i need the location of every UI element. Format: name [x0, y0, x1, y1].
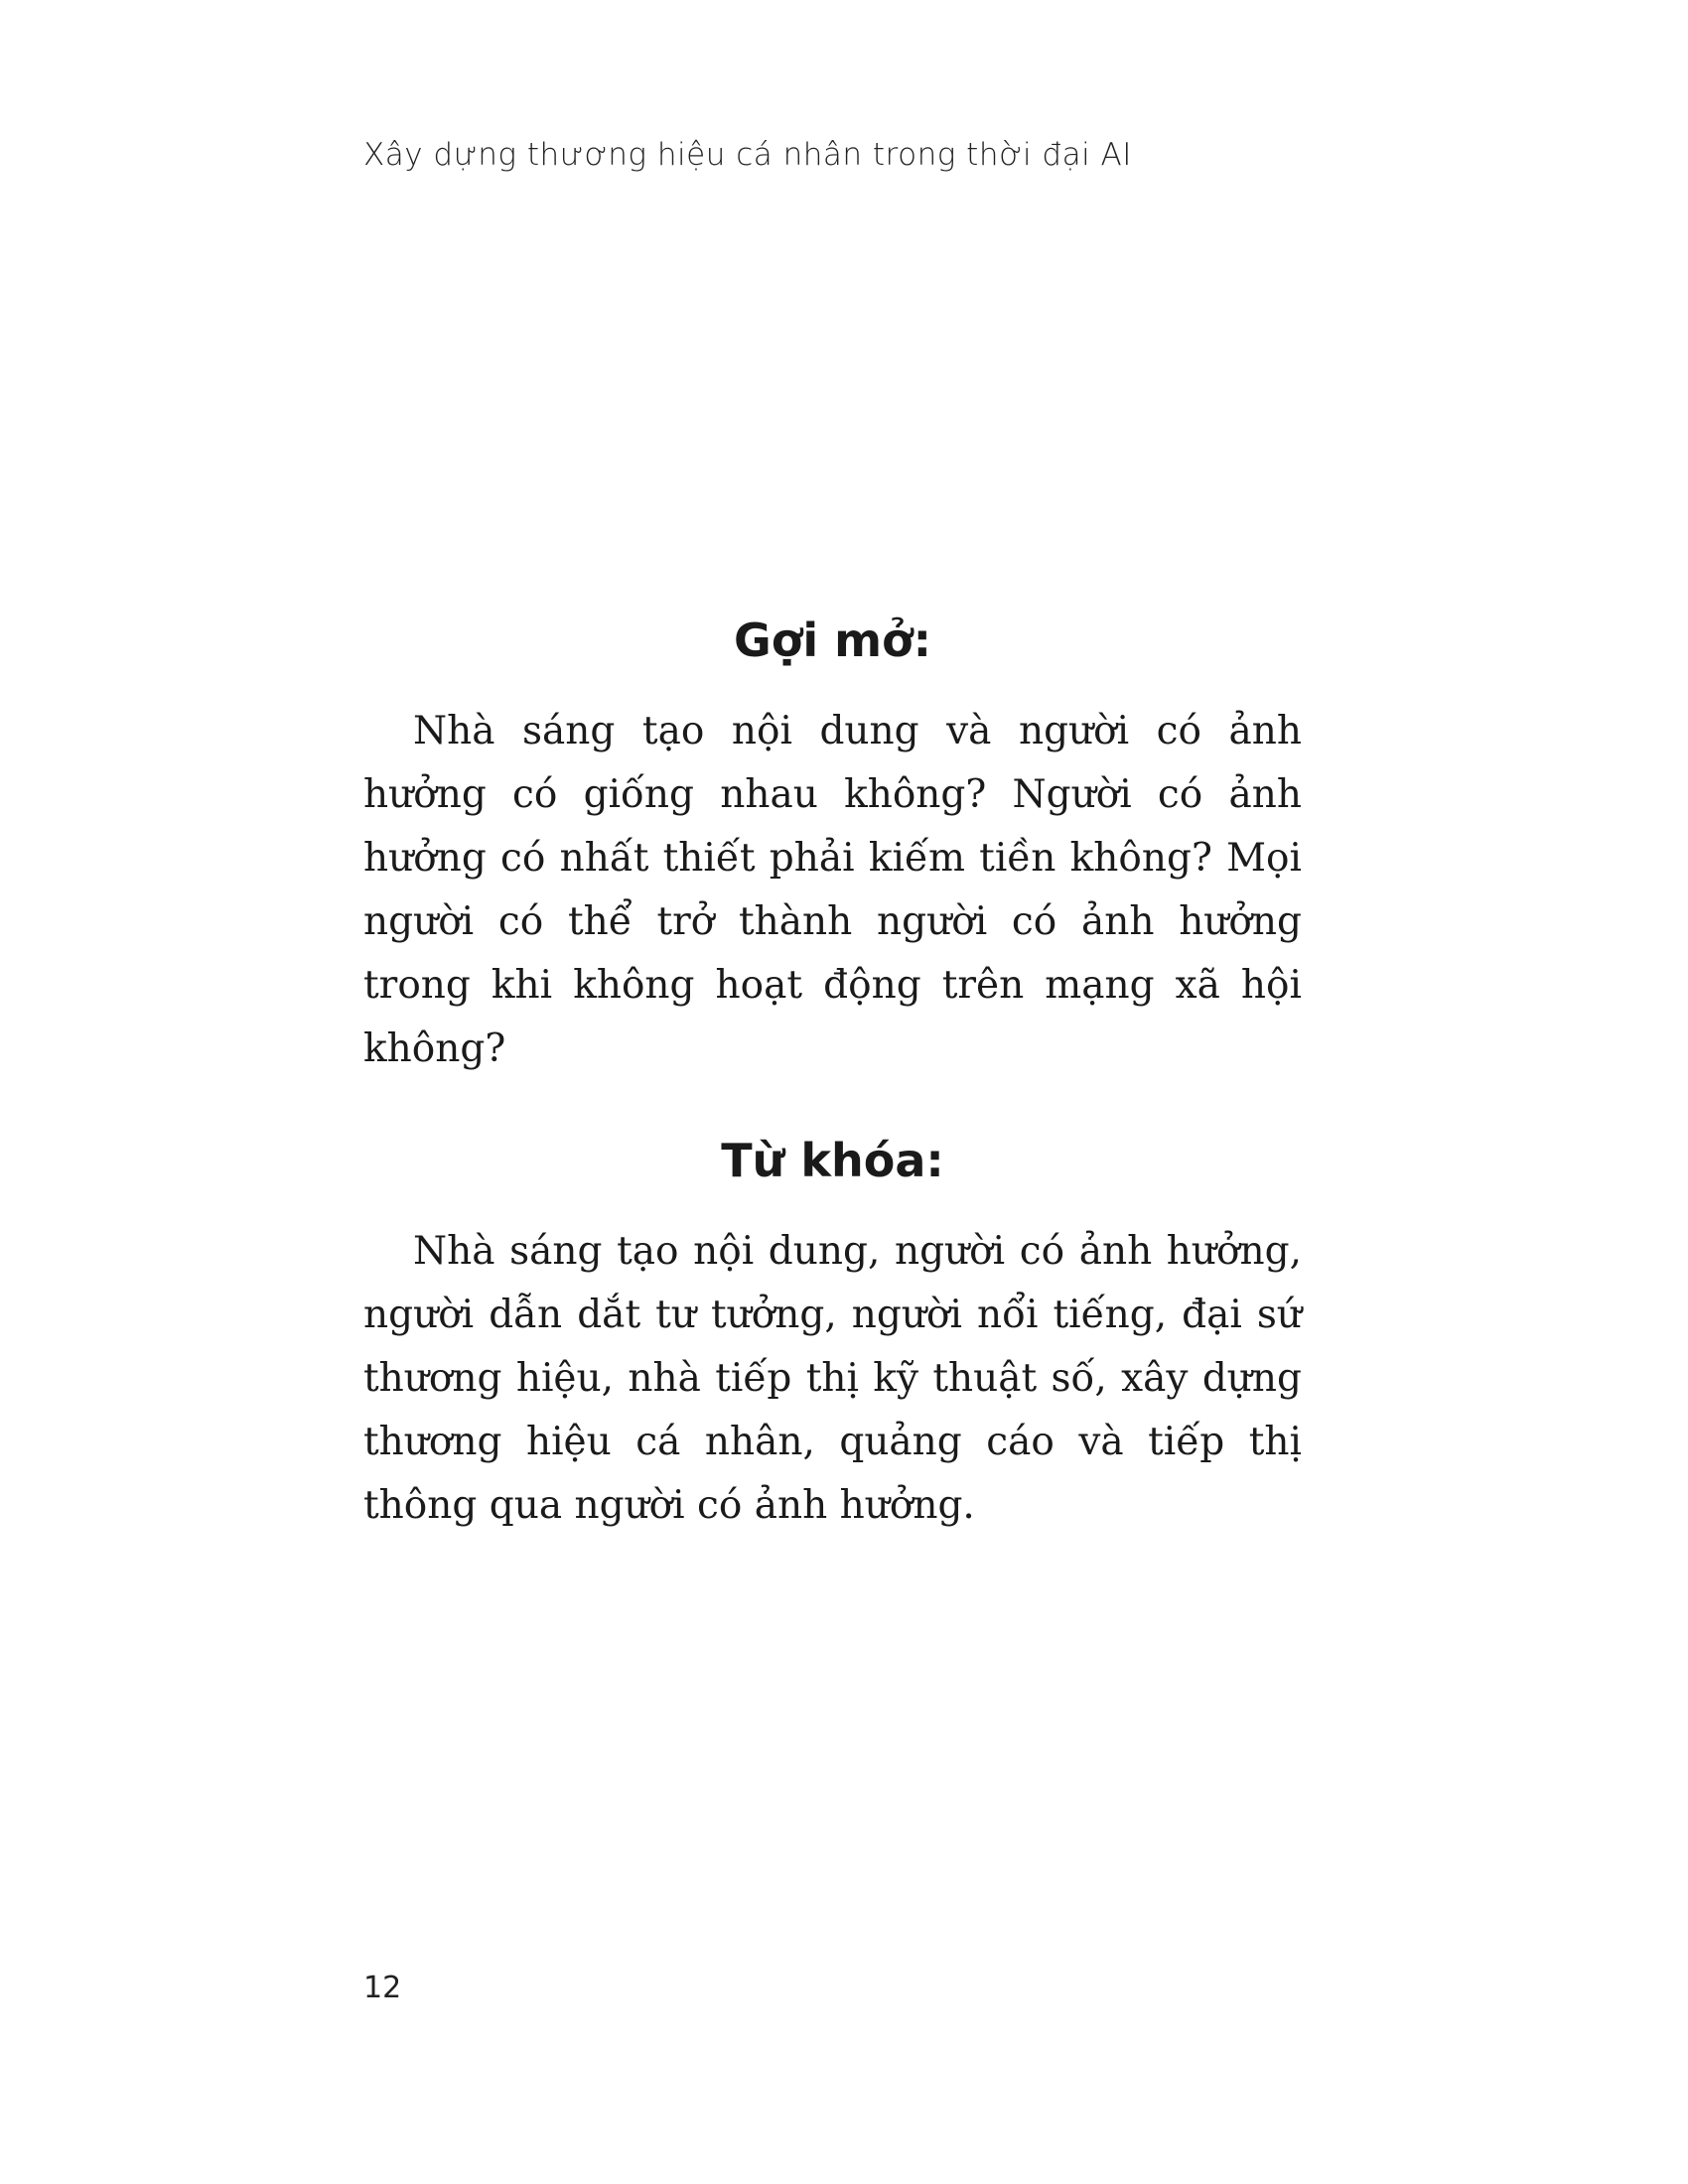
- section-heading-tu-khoa: Từ khóa:: [721, 1134, 944, 1187]
- section-body-tu-khoa: Nhà sáng tạo nội dung, người có ảnh hưởng, người dẫn dắt tư tưởng, người nổi tiếng, đại sứ thương hiệu, nhà tiếp thị kỹ thuật số, xây dựng thương hiệu cá nhân, quảng cáo và tiếp thị thông qua người có ảnh hưởng.: [363, 1229, 1302, 1528]
- section-body-goi-mo: Nhà sáng tạo nội dung và người có ảnh hưởng có giống nhau không? Người có ảnh hưởng có nhất thiết phải kiếm tiền không? Mọi người có thể trở thành người có ảnh hưởng trong khi không hoạt động trên mạng xã hội không?: [363, 709, 1302, 1071]
- page-content: [363, 596, 1302, 1572]
- running-header: Xây dựng thương hiệu cá nhân trong thời đại AI: [363, 137, 1132, 173]
- section-heading-goi-mo: Gợi mở:: [733, 614, 932, 667]
- page-number: 12: [363, 1971, 402, 2005]
